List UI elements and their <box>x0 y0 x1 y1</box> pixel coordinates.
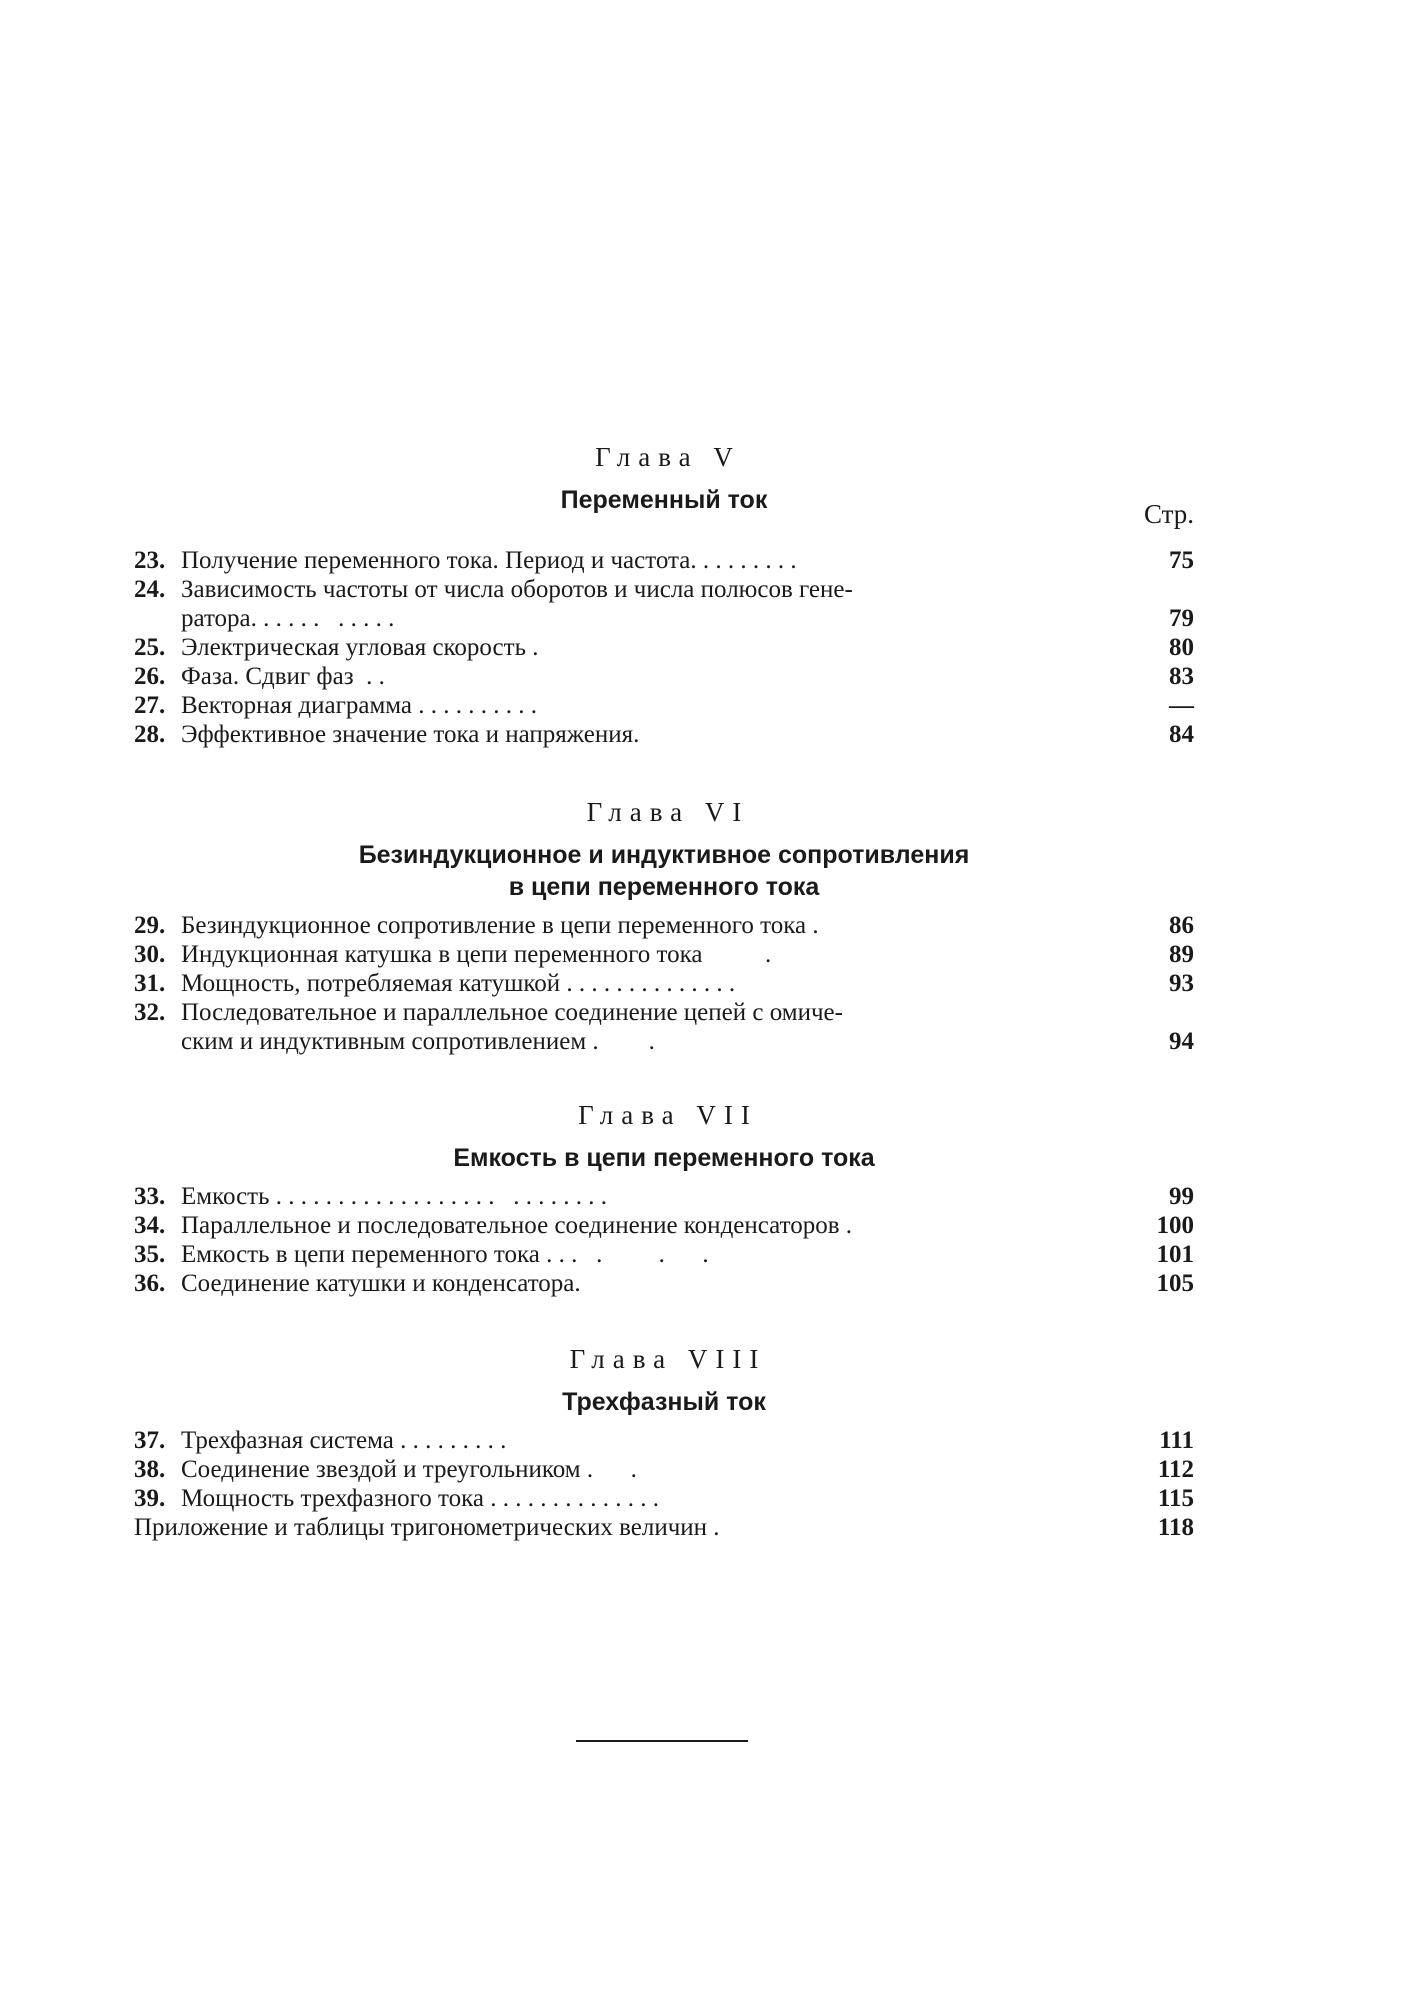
entry-page: 105 <box>1156 1270 1194 1297</box>
entry-list <box>134 1182 1194 1298</box>
entry-page: — <box>1169 692 1194 719</box>
entry-text: Соединение звездой и треугольником . . <box>181 1456 637 1483</box>
entry-page: 84 <box>1169 721 1194 748</box>
entry-number: 38. <box>134 1456 166 1483</box>
entry-number: 23. <box>134 547 166 574</box>
entry-page: 99 <box>1169 1183 1194 1210</box>
entry-text: Емкость . . . . . . . . . . . . . . . . . . . . . . . . . . <box>181 1183 608 1210</box>
entry-number: 35. <box>134 1241 166 1268</box>
chapter-label: Глава V <box>595 442 741 472</box>
chapter-title: Переменный ток <box>560 486 768 514</box>
chapter-title: Безиндукционное и индуктивное сопротивления в цепи переменного тока <box>358 841 970 901</box>
toc-entry <box>134 940 1194 969</box>
entry-page: 101 <box>1156 1241 1194 1268</box>
entry-list <box>134 911 1194 1056</box>
toc-entry <box>134 546 1194 575</box>
toc-entry <box>134 633 1194 662</box>
entry-text: Параллельное и последовательное соединение конденсаторов . <box>181 1212 853 1239</box>
entry-page: 115 <box>1157 1485 1194 1512</box>
toc-entry <box>134 691 1194 720</box>
entry-page: 93 <box>1169 970 1194 997</box>
entry-number: 28. <box>134 721 166 748</box>
entry-number: 31. <box>134 970 166 997</box>
toc-entry <box>134 998 1194 1056</box>
chapter-6 <box>134 795 1194 1056</box>
toc-entry <box>134 575 1194 633</box>
entry-page: 111 <box>1159 1427 1194 1454</box>
entry-page: 89 <box>1169 941 1194 968</box>
entry-list <box>134 546 1194 749</box>
entry-number: 37. <box>134 1427 166 1454</box>
toc-entry <box>134 1484 1194 1513</box>
entry-number: 24. <box>134 576 166 603</box>
entry-text: Индукционная катушка в цепи переменного тока . <box>181 941 772 968</box>
entry-text: Мощность, потребляемая катушкой . . . . . . . . . . . . . . <box>181 970 736 997</box>
entry-page: 83 <box>1169 663 1194 690</box>
table-of-contents <box>134 440 1194 1542</box>
entry-number: 27. <box>134 692 166 719</box>
chapter-7 <box>134 1098 1194 1298</box>
entry-text: Приложение и таблицы тригонометрических величин . <box>134 1514 720 1541</box>
entry-number: 26. <box>134 663 166 690</box>
entry-number: 36. <box>134 1270 166 1297</box>
entry-text: Емкость в цепи переменного тока . . . . . . <box>181 1241 709 1268</box>
entry-number: 39. <box>134 1485 166 1512</box>
toc-entry <box>134 1269 1194 1298</box>
chapter-title-row <box>134 484 1194 529</box>
entry-number: 30. <box>134 941 166 968</box>
chapter-label: Глава VII <box>578 1100 758 1130</box>
toc-entry <box>134 720 1194 749</box>
entry-text: Зависимость частоты от числа оборотов и числа полюсов гене- ратора. . . . . . . . . . . <box>181 576 853 632</box>
entry-text: Электрическая угловая скорость . <box>181 634 539 661</box>
entry-number: 32. <box>134 999 166 1026</box>
chapter-5 <box>134 440 1194 749</box>
entry-text: Мощность трехфазного тока . . . . . . . . . . . . . . <box>181 1485 659 1512</box>
entry-text: Соединение катушки и конденсатора. <box>181 1270 581 1297</box>
entry-text: Эффективное значение тока и напряжения. <box>181 721 640 748</box>
entry-text: Последовательное и параллельное соединение цепей с омиче- ским и индуктивным сопротивлением . . <box>181 999 843 1055</box>
entry-page: 79 <box>1169 605 1194 632</box>
entry-text: Безиндукционное сопротивление в цепи переменного тока . <box>181 912 819 939</box>
entry-page: 75 <box>1169 547 1194 574</box>
page-column-label: Стр. <box>1143 499 1194 529</box>
entry-number: 33. <box>134 1183 166 1210</box>
chapter-label: Глава VIII <box>569 1344 767 1374</box>
toc-entry <box>134 969 1194 998</box>
entry-page: 94 <box>1169 1028 1194 1055</box>
chapter-title: Емкость в цепи переменного тока <box>453 1144 875 1172</box>
entry-number: 25. <box>134 634 166 661</box>
entry-page: 112 <box>1157 1456 1194 1483</box>
toc-entry <box>134 1240 1194 1269</box>
entry-number: 34. <box>134 1212 166 1239</box>
toc-entry <box>134 662 1194 691</box>
entry-text: Трехфазная система . . . . . . . . . <box>181 1427 507 1454</box>
toc-entry <box>134 1182 1194 1211</box>
chapter-title: Трехфазный ток <box>562 1388 766 1416</box>
end-rule <box>576 1740 748 1742</box>
toc-entry <box>134 1211 1194 1240</box>
entry-page: 118 <box>1157 1514 1194 1541</box>
toc-entry <box>134 1426 1194 1455</box>
entry-page: 80 <box>1169 634 1194 661</box>
chapter-label: Глава VI <box>586 797 750 827</box>
toc-entry <box>134 911 1194 940</box>
entry-text: Получение переменного тока. Период и частота. . . . . . . . . <box>181 547 797 574</box>
entry-number: 29. <box>134 912 166 939</box>
toc-entry-appendix <box>134 1513 1194 1542</box>
entry-text: Фаза. Сдвиг фаз . . <box>181 663 385 690</box>
toc-entry <box>134 1455 1194 1484</box>
entry-list <box>134 1426 1194 1542</box>
entry-page: 86 <box>1169 912 1194 939</box>
entry-text: Векторная диаграмма . . . . . . . . . . <box>181 692 538 719</box>
entry-page: 100 <box>1156 1212 1194 1239</box>
chapter-8 <box>134 1342 1194 1542</box>
